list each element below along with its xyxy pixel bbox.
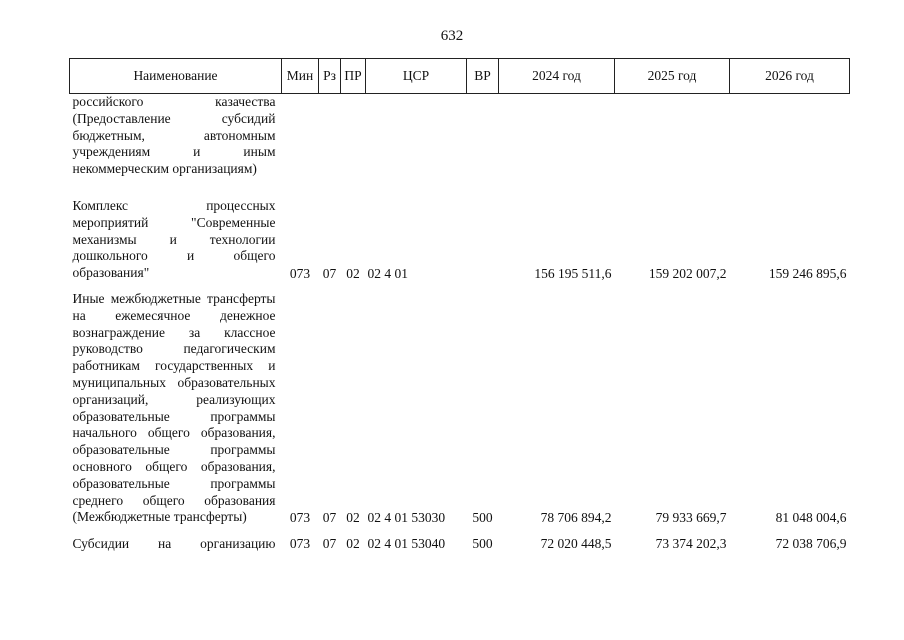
table-row	[70, 528, 850, 555]
row-pr: 02	[346, 536, 360, 552]
row-2024: 78 706 894,2	[540, 510, 612, 526]
row-name: Иные межбюджетные трансферты на ежемесячное денежное вознаграждение за классное руководство педагогическим работникам государственных и муниципальных образовательных организаций, реализующих образовательные программы начального общего образования, образовательные программы основного общего образования, образовательные программы среднего общего образования (Межбюджетные трансферты)	[72, 290, 276, 525]
header-rz: Рз	[319, 59, 341, 94]
row-pr	[341, 94, 366, 180]
row-2026: 72 038 706,9	[775, 536, 847, 552]
row-csr	[366, 94, 467, 180]
row-2026: 159 246 895,6	[768, 265, 847, 281]
row-2025	[615, 94, 730, 180]
row-rz: 07	[322, 536, 337, 552]
row-name: Комплекс процессных мероприятий "Современные механизмы и технологии дошкольного и общего образования"	[72, 197, 276, 281]
row-rz: 07	[322, 510, 337, 526]
row-min: 073	[289, 265, 311, 281]
row-vr	[467, 180, 499, 284]
row-2024: 156 195 511,6	[534, 265, 612, 281]
row-min: 073	[289, 536, 311, 552]
row-name: российского казачества (Предоставление субсидий бюджетным, автономным учреждениям и иным некоммерческим организациям)	[72, 94, 276, 177]
row-csr: 02 4 01	[367, 265, 408, 281]
table-row	[70, 180, 850, 284]
header-2026: 2026 год	[730, 59, 850, 94]
row-2025: 159 202 007,2	[648, 265, 727, 281]
row-pr: 02	[346, 265, 360, 281]
header-2025: 2025 год	[615, 59, 730, 94]
header-name: Наименование	[70, 59, 282, 94]
row-2026: 81 048 004,6	[775, 510, 847, 526]
header-pr: ПР	[341, 59, 366, 94]
row-2026	[730, 94, 850, 180]
budget-table	[69, 58, 850, 555]
row-2024: 72 020 448,5	[540, 536, 612, 552]
row-pr: 02	[346, 510, 360, 526]
row-vr: 500	[472, 536, 493, 552]
table-header	[70, 59, 850, 94]
row-name: Субсидии на организацию	[72, 536, 276, 552]
table-row	[70, 94, 850, 180]
row-2025: 73 374 202,3	[655, 536, 727, 552]
row-min	[282, 94, 319, 180]
row-rz: 07	[322, 265, 337, 281]
row-min: 073	[289, 510, 311, 526]
row-vr	[467, 94, 499, 180]
row-vr: 500	[472, 510, 493, 526]
page-number: 632	[440, 28, 464, 44]
header-csr: ЦСР	[366, 59, 467, 94]
row-csr: 02 4 01 53030	[367, 510, 446, 526]
table-row	[70, 284, 850, 528]
row-rz	[319, 94, 341, 180]
header-min: Мин	[282, 59, 319, 94]
row-2025: 79 933 669,7	[655, 510, 727, 526]
row-csr: 02 4 01 53040	[367, 536, 446, 552]
header-vr: ВР	[467, 59, 499, 94]
row-2024	[499, 94, 615, 180]
header-2024: 2024 год	[499, 59, 615, 94]
